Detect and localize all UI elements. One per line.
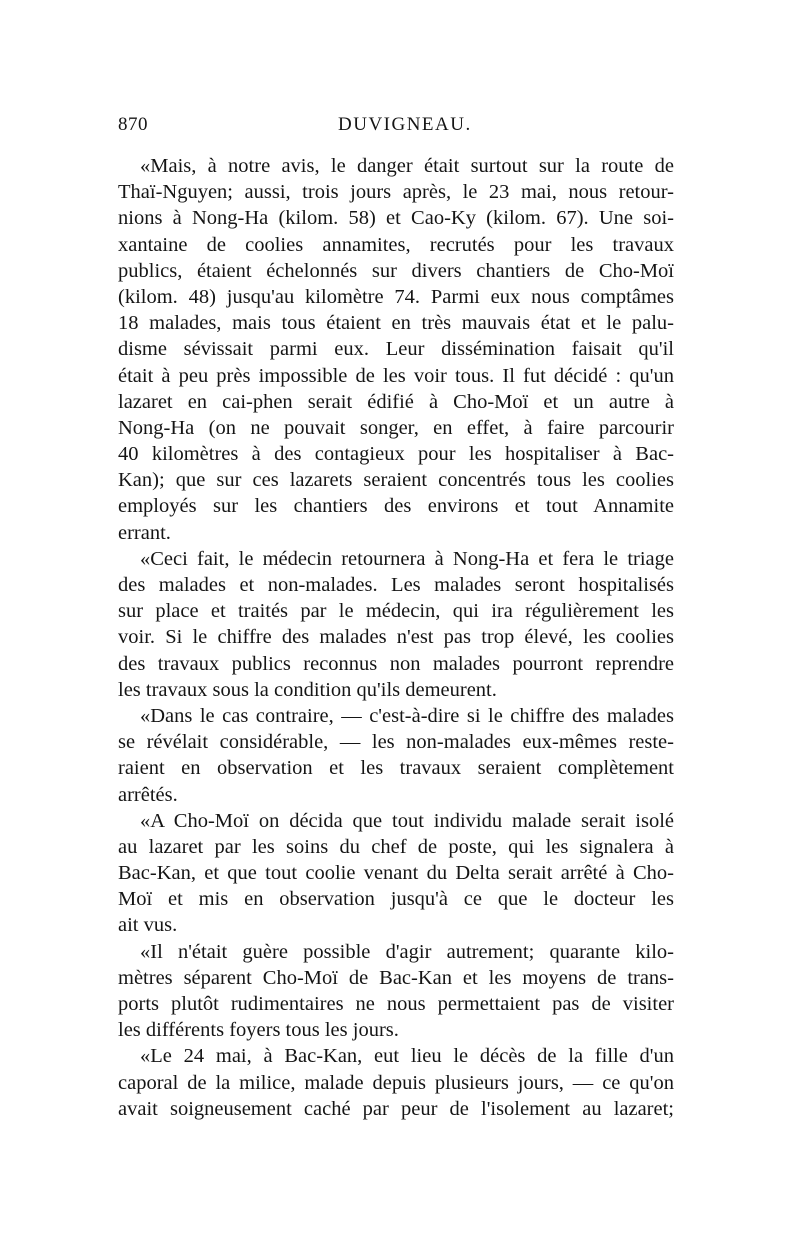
text-line: ait vus. (118, 914, 178, 937)
text-line: arrêtés. (118, 783, 178, 806)
text-line: les différents foyers tous les jours. (118, 1019, 399, 1042)
text-line: «A Cho-Moï on décida que tout individu malade serait isolé (140, 809, 674, 832)
text-line: avait soigneusement caché par peur de l'isolement au lazaret; (118, 1097, 674, 1120)
text-line: errant. (118, 521, 171, 544)
text-line: Moï et mis en observation jusqu'à ce que le docteur les (118, 888, 674, 911)
text-line: mètres séparent Cho-Moï de Bac-Kan et les moyens de trans- (118, 966, 674, 989)
running-head: DUVIGNEAU. (338, 114, 472, 135)
text-line: employés sur les chantiers des environs et tout Annamite (118, 495, 674, 518)
text-line: voir. Si le chiffre des malades n'est pas trop élevé, les coolies (118, 626, 674, 649)
text-line: caporal de la milice, malade depuis plusieurs jours, — ce qu'on (118, 1071, 674, 1094)
text-line: «Mais, à notre avis, le danger était surtout sur la route de (140, 155, 674, 177)
text-line: sur place et traités par le médecin, qui ira régulièrement les (118, 600, 674, 623)
text-line: au lazaret par les soins du chef de poste, qui les signalera à (118, 835, 674, 858)
page-header (118, 114, 674, 146)
body-text (118, 153, 674, 1122)
text-line: «Il n'était guère possible d'agir autrement; quarante kilo- (140, 940, 674, 963)
text-line: raient en observation et les travaux seraient complètement (118, 757, 674, 780)
text-line: Kan); que sur ces lazarets seraient concentrés tous les coolies (118, 469, 674, 492)
text-line: xantaine de coolies annamites, recrutés pour les travaux (118, 233, 674, 256)
text-line: était à peu près impossible de les voir tous. Il fut décidé : qu'un (118, 364, 674, 387)
text-line: les travaux sous la condition qu'ils demeurent. (118, 678, 497, 701)
text-line: «Le 24 mai, à Bac-Kan, eut lieu le décès de la fille d'un (140, 1045, 674, 1068)
text-line: lazaret en cai-phen serait édifié à Cho-Moï et un autre à (118, 390, 674, 413)
text-line: «Dans le cas contraire, — c'est-à-dire si le chiffre des malades (140, 704, 674, 727)
page-number: 870 (118, 114, 148, 135)
text-line: se révélait considérable, — les non-malades eux-mêmes reste- (118, 731, 674, 754)
text-line: publics, étaient échelonnés sur divers chantiers de Cho-Moï (118, 259, 674, 282)
text-line: «Ceci fait, le médecin retournera à Nong-Ha et fera le triage (140, 547, 674, 570)
text-line: Thaï-Nguyen; aussi, trois jours après, le 23 mai, nous retour- (118, 181, 674, 204)
text-line: Bac-Kan, et que tout coolie venant du Delta serait arrêté à Cho- (118, 862, 674, 885)
text-line: (kilom. 48) jusqu'au kilomètre 74. Parmi eux nous comptâmes (118, 285, 674, 308)
text-line: des travaux publics reconnus non malades pourront reprendre (118, 652, 674, 675)
text-line: 18 malades, mais tous étaient en très mauvais état et le palu- (118, 312, 674, 335)
text-line: 40 kilomètres à des contagieux pour les hospitaliser à Bac- (118, 443, 674, 466)
text-line: nions à Nong-Ha (kilom. 58) et Cao-Ky (kilom. 67). Une soi- (118, 207, 674, 230)
text-line: disme sévissait parmi eux. Leur dissémination faisait qu'il (118, 338, 674, 361)
text-line: des malades et non-malades. Les malades seront hospitalisés (118, 574, 674, 596)
text-line: Nong-Ha (on ne pouvait songer, en effet, à faire parcourir (118, 416, 674, 439)
text-line: ports plutôt rudimentaires ne nous permettaient pas de visiter (118, 993, 674, 1015)
